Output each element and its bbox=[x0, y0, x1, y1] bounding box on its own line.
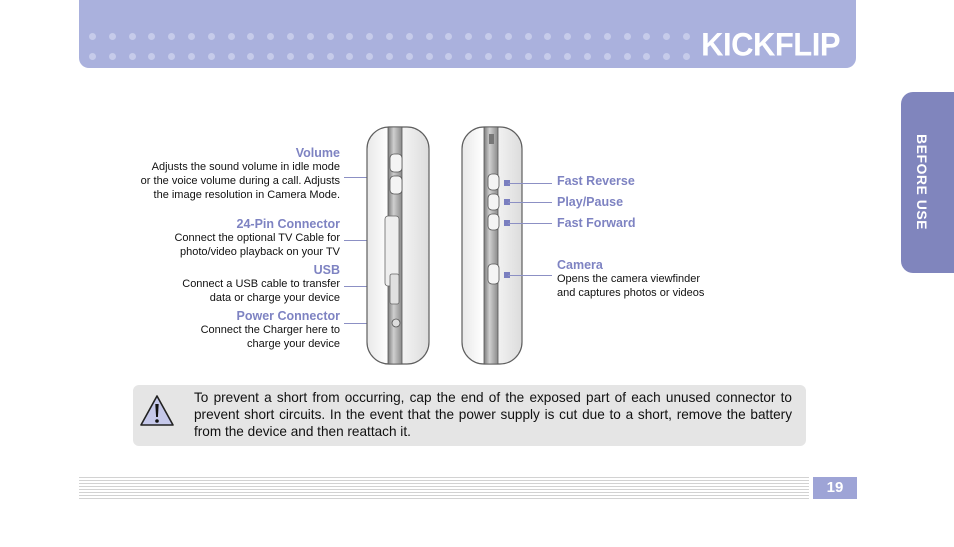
callout-24-pin-connector bbox=[120, 217, 340, 259]
decorative-dot bbox=[247, 53, 254, 60]
decorative-dot bbox=[307, 33, 314, 40]
decorative-dot bbox=[505, 33, 512, 40]
decorative-dot bbox=[525, 53, 532, 60]
decorative-dot bbox=[228, 53, 235, 60]
decorative-dot bbox=[485, 53, 492, 60]
decorative-dot bbox=[287, 33, 294, 40]
decorative-dot bbox=[109, 33, 116, 40]
decorative-dot bbox=[228, 33, 235, 40]
callout-volume bbox=[120, 146, 340, 202]
callout-description-line: charge your device bbox=[247, 338, 340, 350]
decorative-dot bbox=[604, 33, 611, 40]
decorative-dot bbox=[683, 33, 690, 40]
leader-line bbox=[508, 223, 552, 224]
decorative-dot bbox=[247, 33, 254, 40]
decorative-dot bbox=[89, 33, 96, 40]
decorative-dot bbox=[445, 33, 452, 40]
callout-title: USB bbox=[313, 263, 340, 277]
decorative-dot bbox=[129, 53, 136, 60]
decorative-dot bbox=[643, 53, 650, 60]
decorative-dot bbox=[109, 53, 116, 60]
decorative-dot bbox=[208, 53, 215, 60]
leader-line bbox=[508, 183, 552, 184]
decorative-dot bbox=[604, 53, 611, 60]
decorative-dot bbox=[346, 53, 353, 60]
decorative-dot bbox=[544, 53, 551, 60]
callout-fast-reverse: Fast Reverse bbox=[557, 174, 635, 188]
decorative-dot bbox=[426, 33, 433, 40]
kickflip-logo: KICKFLIP bbox=[701, 26, 840, 63]
decorative-dot bbox=[624, 53, 631, 60]
decorative-dot bbox=[505, 53, 512, 60]
callout-description-line: the image resolution in Camera Mode. bbox=[153, 189, 340, 201]
decorative-dot bbox=[188, 33, 195, 40]
footer-rule-lines bbox=[79, 477, 809, 499]
decorative-dot bbox=[643, 33, 650, 40]
decorative-dot bbox=[168, 33, 175, 40]
device-side-views-illustration bbox=[362, 124, 542, 366]
decorative-dot bbox=[346, 33, 353, 40]
callout-title: Volume bbox=[295, 146, 340, 160]
decorative-dot bbox=[485, 33, 492, 40]
decorative-dot bbox=[544, 33, 551, 40]
callout-description-line: Opens the camera viewfinder bbox=[557, 273, 701, 285]
decorative-dot bbox=[148, 33, 155, 40]
decorative-dot bbox=[366, 33, 373, 40]
callout-power-connector bbox=[120, 309, 340, 351]
decorative-dot bbox=[307, 53, 314, 60]
callout-description-line: photo/video playback on your TV bbox=[179, 246, 340, 258]
callout-play-pause: Play/Pause bbox=[557, 195, 624, 209]
warning-triangle-icon bbox=[139, 393, 175, 429]
callout-title: 24-Pin Connector bbox=[236, 217, 340, 231]
decorative-dot bbox=[406, 33, 413, 40]
decorative-dot bbox=[663, 33, 670, 40]
decorative-dot bbox=[129, 33, 136, 40]
callout-description-line: data or charge your device bbox=[209, 292, 340, 304]
decorative-dot bbox=[406, 53, 413, 60]
decorative-dot bbox=[148, 53, 155, 60]
decorative-dots-row bbox=[89, 47, 709, 57]
decorative-dot bbox=[525, 33, 532, 40]
decorative-dot bbox=[465, 53, 472, 60]
section-side-tab[interactable] bbox=[901, 92, 954, 273]
warning-text: To prevent a short from occurring, cap the end of the exposed part of each unused connector to prevent short circuits. In the event that the power supply is cut due to a short, remove the battery from the device and then reattach it. bbox=[194, 390, 792, 439]
decorative-dot bbox=[465, 33, 472, 40]
callout-usb bbox=[120, 263, 340, 305]
decorative-dot bbox=[584, 33, 591, 40]
callout-description-line: Connect the optional TV Cable for bbox=[174, 232, 340, 244]
decorative-dot bbox=[188, 53, 195, 60]
decorative-dot bbox=[663, 53, 670, 60]
callout-description-line: Adjusts the sound volume in idle mode bbox=[151, 161, 340, 173]
decorative-dot bbox=[327, 33, 334, 40]
decorative-dot bbox=[584, 53, 591, 60]
callout-description-line: Connect a USB cable to transfer bbox=[182, 278, 340, 290]
decorative-dot bbox=[386, 33, 393, 40]
decorative-dot bbox=[683, 53, 690, 60]
page-number: 19 bbox=[813, 477, 857, 499]
callout-description-line: or the voice volume during a call. Adjusts bbox=[140, 175, 340, 187]
decorative-dot bbox=[208, 33, 215, 40]
decorative-dot bbox=[426, 53, 433, 60]
device-left-side-view bbox=[367, 127, 429, 364]
decorative-dot bbox=[287, 53, 294, 60]
callout-camera bbox=[557, 258, 777, 300]
callout-description-line: and captures photos or videos bbox=[557, 287, 705, 299]
decorative-dot bbox=[89, 53, 96, 60]
callout-description-line: Connect the Charger here to bbox=[200, 324, 340, 336]
decorative-dot bbox=[624, 33, 631, 40]
decorative-dots-row bbox=[89, 27, 709, 37]
decorative-dot bbox=[564, 53, 571, 60]
decorative-dot bbox=[327, 53, 334, 60]
side-tab-label: BEFORE USE bbox=[914, 134, 930, 231]
decorative-dot bbox=[564, 33, 571, 40]
callout-title: Camera bbox=[557, 258, 603, 272]
callout-title: Power Connector bbox=[236, 309, 340, 323]
decorative-dot bbox=[267, 33, 274, 40]
decorative-dot bbox=[386, 53, 393, 60]
warning-notice bbox=[133, 385, 806, 446]
callout-fast-forward: Fast Forward bbox=[557, 216, 636, 230]
leader-line bbox=[508, 275, 552, 276]
header-banner bbox=[79, 0, 856, 68]
decorative-dot bbox=[168, 53, 175, 60]
decorative-dot bbox=[445, 53, 452, 60]
decorative-dot bbox=[366, 53, 373, 60]
device-right-side-view bbox=[462, 127, 522, 364]
decorative-dot bbox=[267, 53, 274, 60]
leader-line bbox=[508, 202, 552, 203]
